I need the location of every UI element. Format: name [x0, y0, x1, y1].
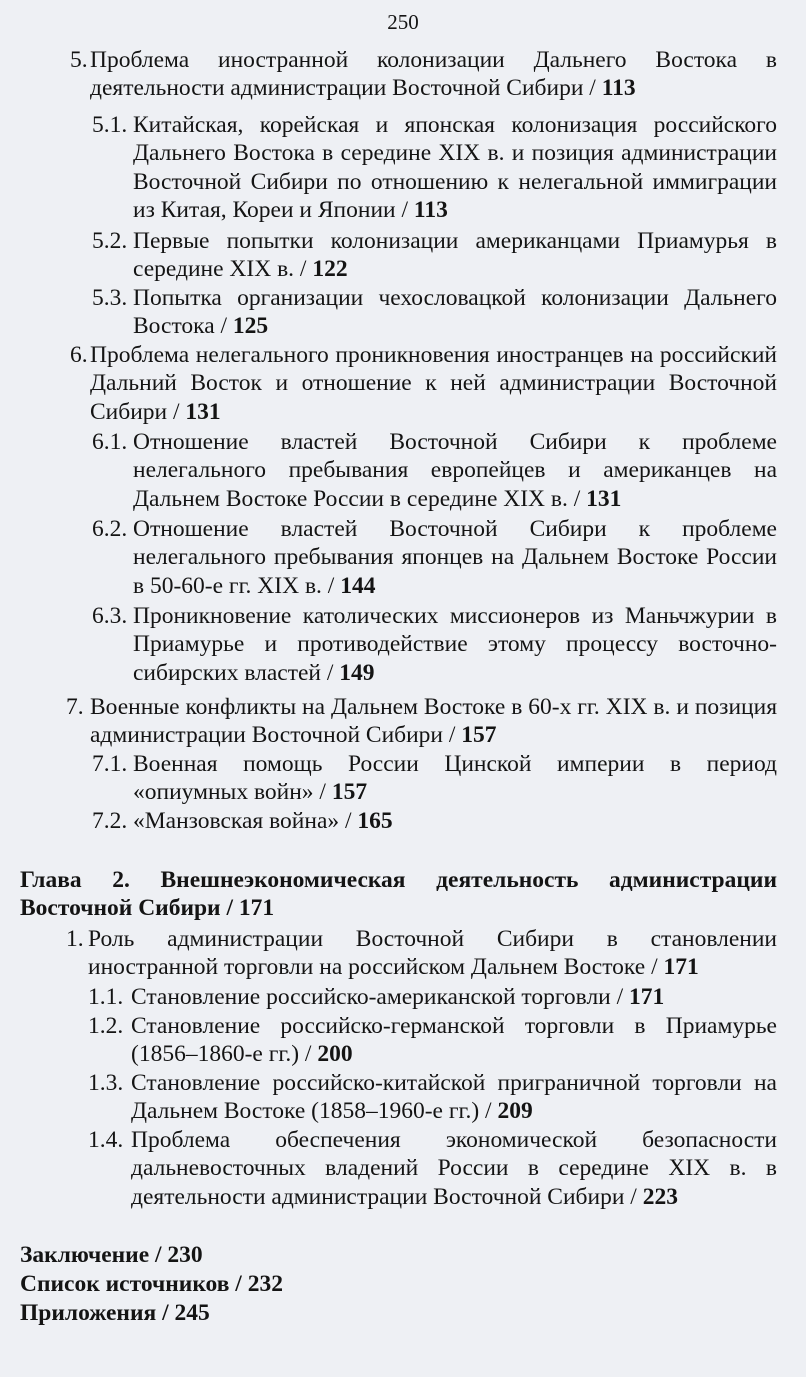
- toc-entry-ch2-1-3: [88, 1069, 777, 1126]
- endmatter-page: 232: [247, 1271, 283, 1297]
- toc-entry-6-1: [92, 428, 777, 513]
- toc-entry-page: 122: [312, 256, 348, 283]
- endmatter-conclusion: [20, 1241, 777, 1269]
- toc-entry-5-1: [92, 111, 777, 225]
- endmatter-appendices: [20, 1299, 777, 1327]
- toc-entry-7-2: [92, 807, 777, 835]
- toc-entry-6: [70, 341, 777, 426]
- toc-entry-number: 7.2.: [92, 808, 128, 834]
- toc-entry-page: 113: [601, 75, 636, 102]
- toc-entry-number: 6.3.: [92, 603, 128, 629]
- toc-entry-number: 5.3.: [92, 285, 128, 311]
- toc-entry-number: 5.1.: [92, 112, 128, 138]
- toc-entry-number: 1.: [66, 926, 84, 952]
- toc-entry-number: 1.2.: [88, 1013, 124, 1039]
- endmatter-page: 230: [167, 1242, 203, 1268]
- toc-entry-text: [131, 1126, 777, 1211]
- toc-entry-6-2: [92, 515, 777, 600]
- toc-entry-page: 149: [339, 659, 375, 686]
- endmatter-title: Заключение /: [20, 1242, 162, 1268]
- toc-entry-title: Отношение властей Восточной Сибири к проблеме нелегального пребывания европейцев и американцев на Дальнем Востоке России в середине XIX в. /: [133, 429, 777, 512]
- toc-entry-page: 171: [629, 984, 665, 1010]
- toc-entry-title: Военные конфликты на Дальнем Востоке в 60-х гг. XIX в. и позиция администрации Восточной Сибири /: [90, 694, 777, 749]
- toc-entry-7-1: [92, 750, 777, 807]
- toc-entry-7: [66, 693, 777, 750]
- toc-entry-page: 157: [461, 722, 497, 749]
- toc-entry-text: [133, 428, 777, 513]
- toc-entry-text: [90, 341, 777, 426]
- toc-entry-5-2: [92, 227, 777, 284]
- toc-entry-text: [133, 227, 777, 284]
- toc-entry-text: [131, 983, 777, 1011]
- toc-entry-text: [133, 515, 777, 600]
- toc-entry-page: 171: [663, 954, 699, 981]
- endmatter-title: Список источников /: [20, 1271, 242, 1297]
- toc-entry-6-3: [92, 602, 777, 687]
- toc-entry-title: Военная помощь России Цинской империи в период «опиумных войн» /: [133, 751, 777, 806]
- toc-entry-page: 200: [317, 1041, 353, 1068]
- toc-entry-page: 209: [497, 1098, 533, 1125]
- endmatter-page: 245: [174, 1300, 210, 1326]
- toc-entry-page: 113: [413, 197, 448, 224]
- chapter-2-heading: [20, 866, 777, 923]
- toc-entry-title: «Манзовская война» /: [133, 808, 352, 834]
- toc-entry-title: Проблема нелегального проникновения иностранцев на российский Дальний Восток и отношение к ней администрации Восточной Сибири /: [90, 342, 777, 425]
- toc-entry-number: 6.1.: [92, 429, 128, 455]
- toc-entry-number: 1.1.: [88, 984, 124, 1010]
- chapter-title: Глава 2. Внешнеэкономическая деятельность администрации Восточной Сибири /: [20, 867, 777, 922]
- toc-entry-number: 7.: [66, 694, 84, 720]
- toc-entry-text: [131, 1069, 777, 1126]
- toc-entry-text: [133, 807, 777, 835]
- toc-entry-ch2-1: [66, 925, 777, 982]
- toc-entry-number: 7.1.: [92, 751, 128, 777]
- toc-entry-number: 5.: [70, 47, 88, 73]
- toc-entry-title: Проблема обеспечения экономической безопасности дальневосточных владений России в середине XIX в. в деятельности администрации Восточной Сибири /: [131, 1127, 777, 1210]
- toc-entry-number: 1.3.: [88, 1070, 124, 1096]
- toc-entry-number: 6.: [70, 342, 88, 368]
- toc-entry-number: 5.2.: [92, 228, 128, 254]
- toc-entry-page: 144: [340, 572, 376, 599]
- toc-entry-number: 6.2.: [92, 516, 128, 542]
- toc-entry-text: [131, 1012, 777, 1069]
- toc-entry-title: Попытка организации чехословацкой колонизации Дальнего Востока /: [133, 285, 777, 340]
- toc-entry-text: [133, 284, 777, 341]
- toc-entry-ch2-1-2: [88, 1012, 777, 1069]
- page-number: 250: [387, 10, 419, 34]
- toc-entry-5: [70, 46, 777, 103]
- toc-entry-page: 165: [357, 808, 393, 834]
- toc-entry-text: [133, 750, 777, 807]
- toc-entry-5-3: [92, 284, 777, 341]
- toc-entry-title: Проблема иностранной колонизации Дальнего Востока в деятельности администрации Восточной Сибири /: [90, 47, 777, 102]
- toc-entry-title: Проникновение католических миссионеров из Маньчжурии в Приамурье и противодействие этому процессу восточно-сибирских властей /: [133, 603, 777, 686]
- toc-entry-page: 223: [642, 1183, 678, 1210]
- toc-entry-text: [90, 46, 777, 103]
- toc-entry-text: [88, 925, 777, 982]
- toc-entry-title: Становление российско-американской торговли /: [131, 984, 624, 1010]
- toc-entry-title: Китайская, корейская и японская колонизация российского Дальнего Востока в середине XIX в. и позиция администрации Восточной Сибири по отношению к нелегальной иммиграции из Китая, Кореи и Японии /: [133, 112, 777, 224]
- toc-entry-ch2-1-1: [88, 983, 777, 1011]
- toc-entry-text: [90, 693, 777, 750]
- toc-entry-title: Становление российско-китайской приграничной торговли на Дальнем Востоке (1858–1960-е гг.) /: [131, 1070, 777, 1125]
- endmatter-title: Приложения /: [20, 1300, 169, 1326]
- toc-entry-page: 131: [586, 485, 622, 512]
- toc-entry-number: 1.4.: [88, 1127, 124, 1153]
- toc-entry-ch2-1-4: [88, 1126, 777, 1211]
- toc-entry-text: [133, 111, 777, 225]
- toc-entry-text: [133, 602, 777, 687]
- toc-entry-title: Отношение властей Восточной Сибири к проблеме нелегального пребывания японцев на Дальнем Востоке России в 50-60-е гг. XIX в. /: [133, 516, 777, 599]
- endmatter-sources: [20, 1270, 777, 1298]
- toc-entry-title: Роль администрации Восточной Сибири в становлении иностранной торговли на российском Дальнем Востоке /: [88, 926, 777, 981]
- toc-entry-title: Становление российско-германской торговли в Приамурье (1856–1860-е гг.) /: [131, 1013, 777, 1068]
- toc-entry-page: 125: [232, 313, 269, 340]
- toc-entry-page: 157: [331, 779, 368, 806]
- toc-entry-title: Первые попытки колонизации американцами Приамурья в середине XIX в. /: [133, 228, 777, 283]
- toc-entry-page: 131: [185, 398, 221, 425]
- chapter-page: 171: [238, 895, 275, 922]
